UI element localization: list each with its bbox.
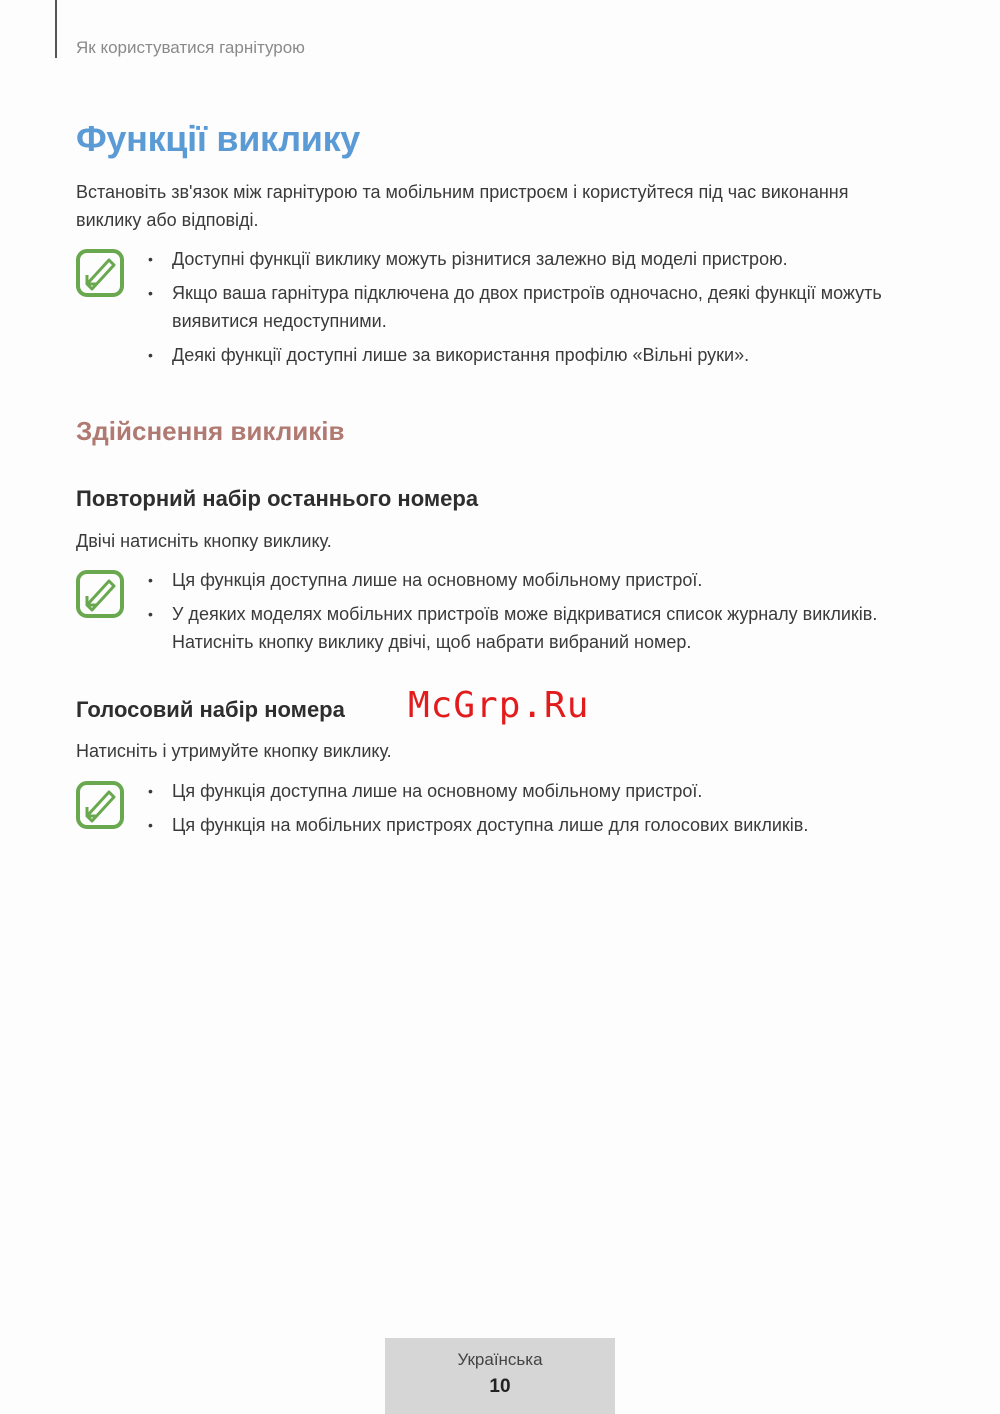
- header-rule: [55, 0, 57, 58]
- redial-text: Двічі натисніть кнопку виклику.: [76, 531, 332, 551]
- note-icon: [76, 570, 124, 618]
- note-item: • Ця функція доступна лише на основному мобільному пристрої.: [148, 781, 703, 801]
- note-item: • Ця функція на мобільних пристроях доступна лише для голосових викликів.: [148, 815, 809, 835]
- note-item: • Доступні функції виклику можуть різнитися залежно від моделі пристрою.: [148, 249, 788, 269]
- redial-note-list: [148, 566, 908, 662]
- redial-title: Повторний набір останнього номера: [76, 486, 479, 511]
- voice-dial-text: Натисніть і утримуйте кнопку виклику.: [76, 741, 392, 761]
- note-icon: [76, 781, 124, 829]
- voice-dial-note-list: [148, 777, 908, 845]
- section-title: Здійснення викликів: [76, 416, 345, 446]
- running-header: Як користуватися гарнітурою: [76, 38, 305, 57]
- note-item: • Якщо ваша гарнітура підключена до двох пристроїв одночасно, деякі функції можуть виявитися недоступними.: [148, 283, 882, 331]
- footer: [385, 1338, 615, 1414]
- note-item: • У деяких моделях мобільних пристроїв може відкриватися список журналу викликів. Натисніть кнопку виклику двічі, щоб набрати вибраний номер.: [148, 604, 878, 652]
- voice-dial-title: Голосовий набір номера: [76, 697, 345, 722]
- note-list: [148, 245, 908, 375]
- intro-paragraph: Встановіть зв'язок між гарнітурою та мобільним пристроєм і користуйтеся під час виконання виклику або відповіді.: [76, 182, 849, 230]
- watermark: McGrp.Ru: [408, 685, 590, 726]
- page-number: 10: [489, 1376, 511, 1397]
- note-item: • Ця функція доступна лише на основному мобільному пристрої.: [148, 570, 703, 590]
- page-title: Функції виклику: [76, 118, 361, 159]
- footer-language: Українська: [457, 1350, 543, 1369]
- note-item: • Деякі функції доступні лише за використання профілю «Вільні руки».: [148, 345, 750, 365]
- note-icon: [76, 249, 124, 297]
